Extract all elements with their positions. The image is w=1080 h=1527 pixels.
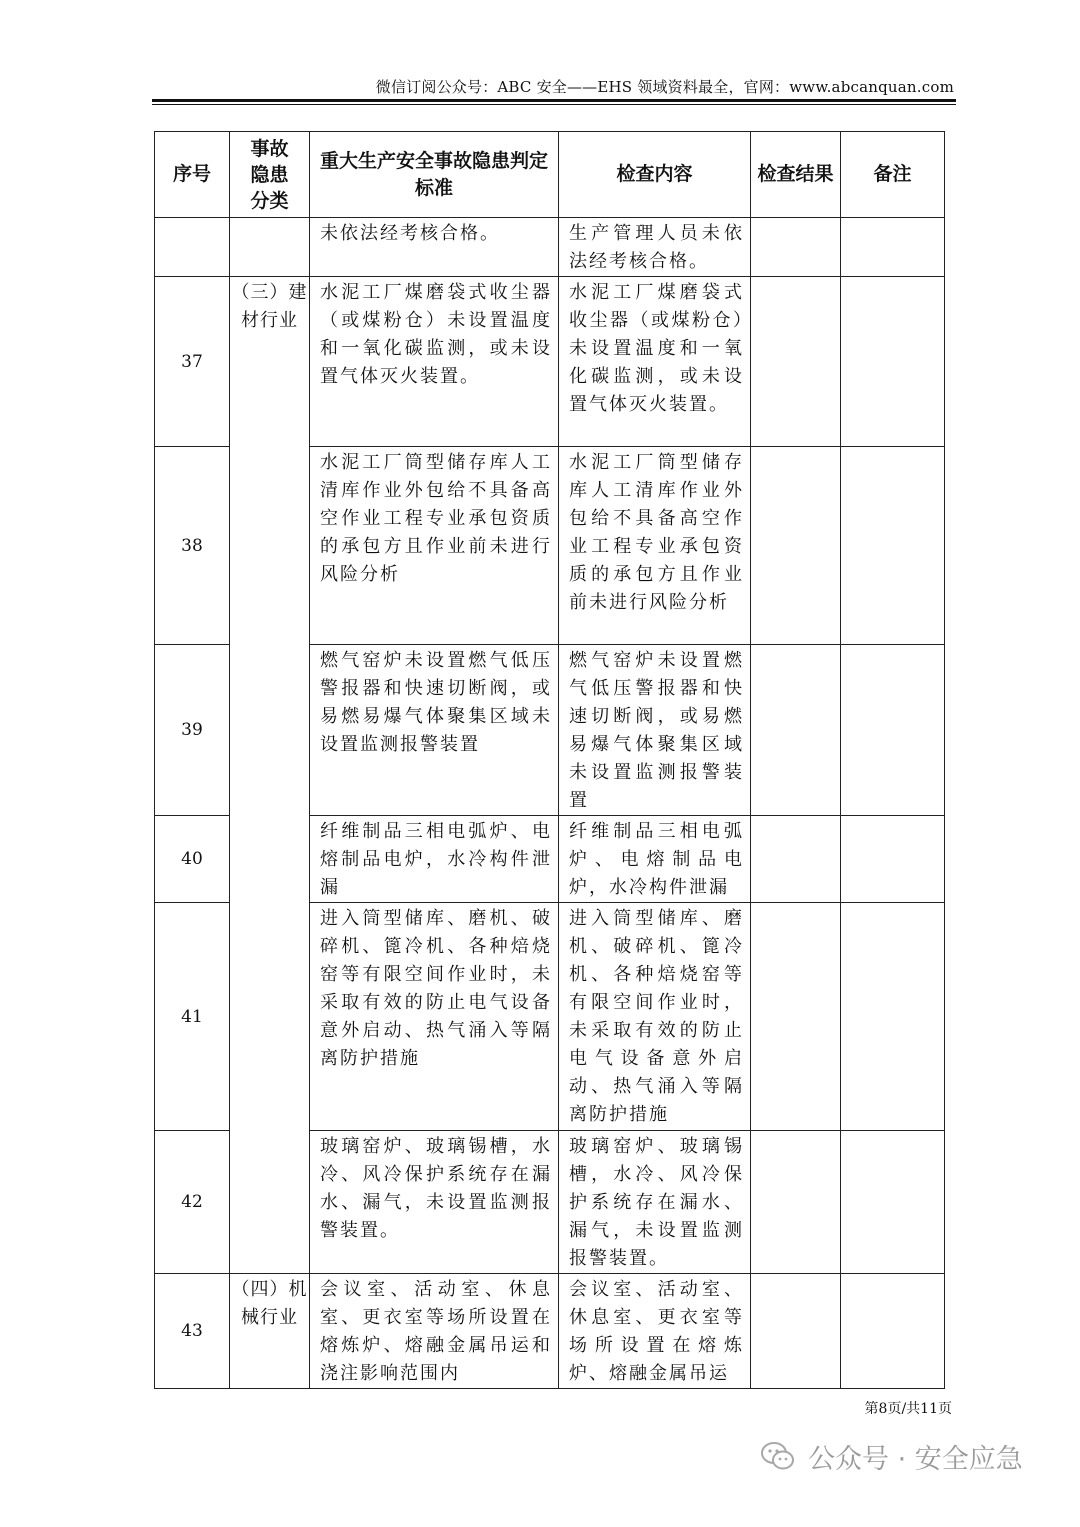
row-number: 41	[155, 903, 230, 1131]
row-standard: 会议室、活动室、休息室、更衣室等场所设置在熔炼炉、熔融金属吊运和浇注影响范围内	[310, 1274, 559, 1389]
row-category	[230, 218, 310, 277]
header-text: 微信订阅公众号：ABC 安全——EHS 领域资料最全，官网：www.abcanquan.com	[375, 78, 954, 96]
table-row	[155, 1274, 945, 1389]
header-no: 序号	[155, 132, 230, 218]
row-remark	[841, 218, 945, 277]
row-content: 水泥工厂煤磨袋式收尘器（或煤粉仓）未设置温度和一氧化碳监测，或未设置气体灭火装置。	[559, 277, 751, 447]
row-result	[751, 277, 841, 447]
header-rule-thin	[152, 104, 956, 105]
row-content: 纤维制品三相电弧炉、电熔制品电炉，水冷构件泄漏	[559, 816, 751, 903]
header-result: 检查结果	[751, 132, 841, 218]
row-remark	[841, 1274, 945, 1389]
row-result	[751, 447, 841, 645]
row-content: 进入筒型储库、磨机、破碎机、篦冷机、各种焙烧窑等有限空间作业时，未采取有效的防止电气设备意外启动、热气涌入等隔离防护措施	[559, 903, 751, 1131]
row-number: 37	[155, 277, 230, 447]
row-standard: 进入筒型储库、磨机、破碎机、篦冷机、各种焙烧窑等有限空间作业时，未采取有效的防止电气设备意外启动、热气涌入等隔离防护措施	[310, 903, 559, 1131]
row-result	[751, 1131, 841, 1274]
row-content: 会议室、活动室、休息室、更衣室等场所设置在熔炼炉、熔融金属吊运	[559, 1274, 751, 1389]
row-standard: 纤维制品三相电弧炉、电熔制品电炉，水冷构件泄漏	[310, 816, 559, 903]
header-category: 事故隐患分类	[230, 132, 310, 218]
row-number: 43	[155, 1274, 230, 1389]
row-content: 玻璃窑炉、玻璃锡槽，水冷、风冷保护系统存在漏水、漏气，未设置监测报警装置。	[559, 1131, 751, 1274]
wechat-icon	[760, 1441, 796, 1471]
row-remark	[841, 645, 945, 816]
row-content: 生产管理人员未依法经考核合格。	[559, 218, 751, 277]
row-remark	[841, 277, 945, 447]
row-standard: 水泥工厂煤磨袋式收尘器（或煤粉仓）未设置温度和一氧化碳监测，或未设置气体灭火装置。	[310, 277, 559, 447]
row-content: 水泥工厂筒型储存库人工清库作业外包给不具备高空作业工程专业承包资质的承包方且作业前未进行风险分析	[559, 447, 751, 645]
row-standard: 水泥工厂筒型储存库人工清库作业外包给不具备高空作业工程专业承包资质的承包方且作业前未进行风险分析	[310, 447, 559, 645]
row-remark	[841, 1131, 945, 1274]
row-remark	[841, 447, 945, 645]
header-standard: 重大生产安全事故隐患判定标准	[310, 132, 559, 218]
header-content: 检查内容	[559, 132, 751, 218]
table-row	[155, 218, 945, 277]
table-row	[155, 277, 945, 447]
row-content: 燃气窑炉未设置燃气低压警报器和快速切断阀，或易燃易爆气体聚集区域未设置监测报警装置	[559, 645, 751, 816]
page-number: 第8页/共11页	[864, 1401, 952, 1417]
row-standard: 燃气窑炉未设置燃气低压警报器和快速切断阀，或易燃易爆气体聚集区域未设置监测报警装置	[310, 645, 559, 816]
row-result	[751, 218, 841, 277]
table-header-row	[155, 132, 945, 218]
row-remark	[841, 816, 945, 903]
row-result	[751, 1274, 841, 1389]
watermark-text: 公众号 · 安全应急	[808, 1443, 1023, 1475]
row-standard: 玻璃窑炉、玻璃锡槽，水冷、风冷保护系统存在漏水、漏气，未设置监测报警装置。	[310, 1131, 559, 1274]
row-standard: 未依法经考核合格。	[310, 218, 559, 277]
row-remark	[841, 903, 945, 1131]
row-number	[155, 218, 230, 277]
row-number: 42	[155, 1131, 230, 1274]
watermark	[760, 1436, 1023, 1476]
row-category: （四）机械行业	[230, 1274, 310, 1389]
header-remark: 备注	[841, 132, 945, 218]
row-number: 39	[155, 645, 230, 816]
header-rule	[152, 99, 956, 102]
row-result	[751, 645, 841, 816]
row-result	[751, 903, 841, 1131]
row-number: 38	[155, 447, 230, 645]
row-result	[751, 816, 841, 903]
inspection-table	[154, 131, 945, 1389]
row-category: （三）建材行业	[230, 277, 310, 1274]
row-number: 40	[155, 816, 230, 903]
